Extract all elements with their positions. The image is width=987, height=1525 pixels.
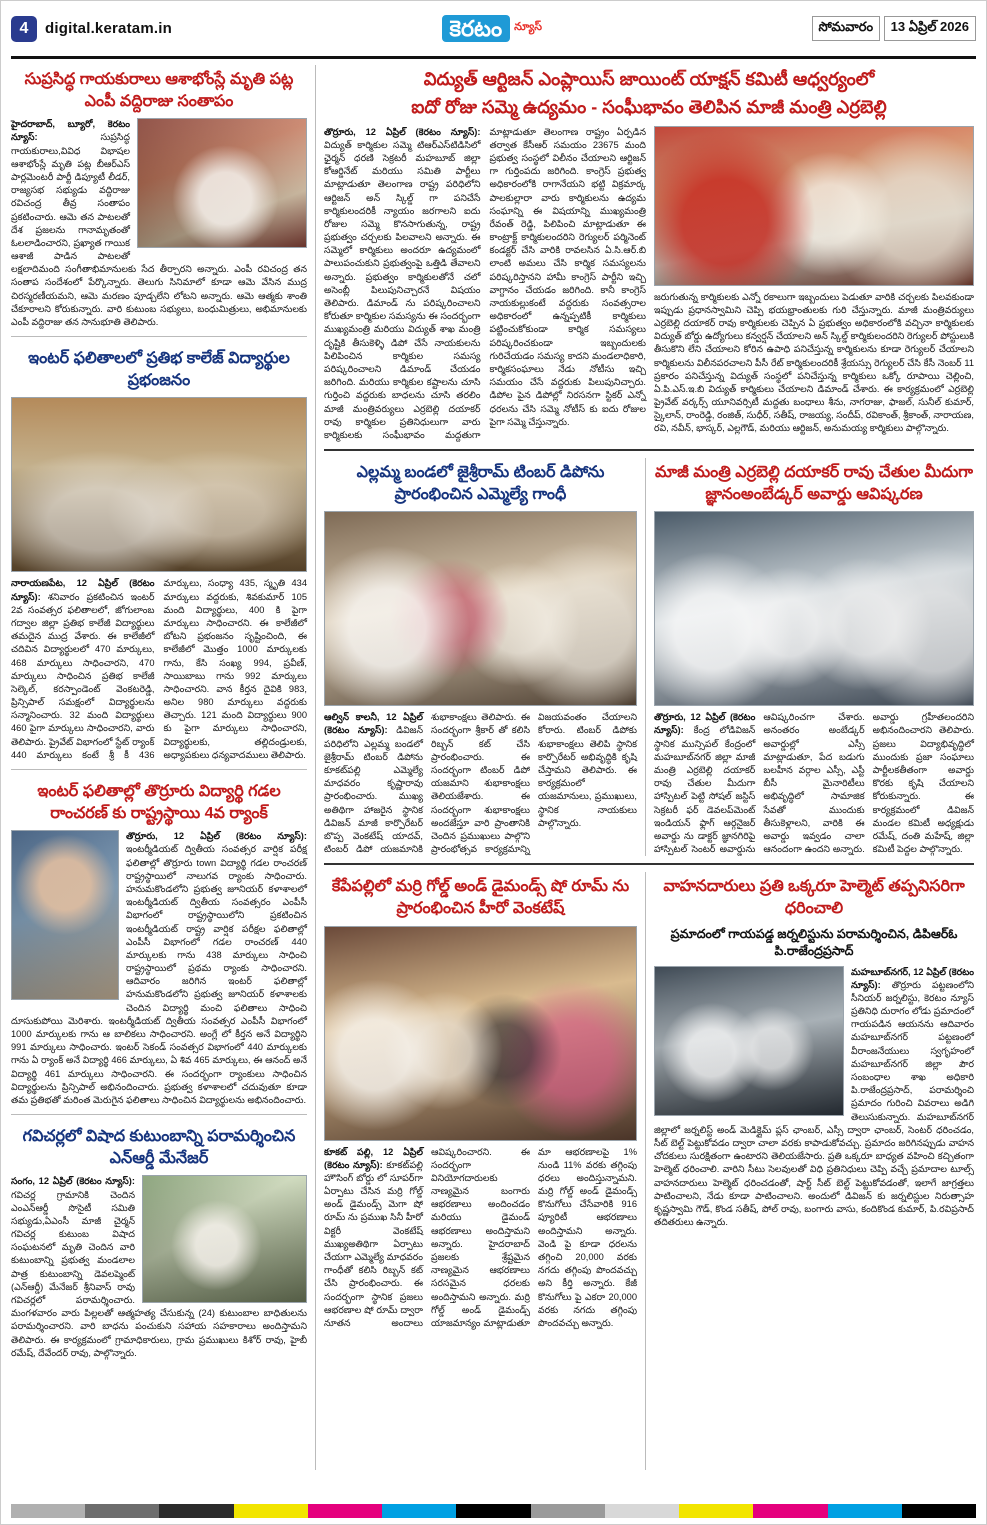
column-left bbox=[11, 65, 316, 1470]
lead-story bbox=[324, 65, 974, 442]
lead-headline-line1: విద్యుత్ ఆర్టిజన్ ఎంప్లాయిస్ జాయింట్ యాక్షన్ కమిటీ ఆధ్వర్యంలో bbox=[423, 69, 875, 89]
publication-day: సోమవారం bbox=[812, 16, 881, 41]
article-ambedkar-award bbox=[654, 458, 974, 856]
body-copy: ఇంటర్మీడియట్ ద్వితీయ సంవత్సర వార్షిక పరీక్ష ఫలితాల్లో తొర్రూరు town విద్యార్థి గడల రాంచరణ్ రాష్ట్రస్థాయిలో నాలుగవ ర్యాంకు సాధించారు. హనుమకొండలోని ప్రభుత్వ జూనియర్ కళాశాలలో ఇంటర్మీడియట్ ద్వితీయ సంవత్సరం ఎంపీసీ విభాగంలో రాష్ట్రస్థాయిలోని ప్రకటించిన ఇంటర్మీడియట్ రాష్ట్ర వార్షిక పరీక్షల ఫలితాల్లో ఎంపీసీ విభాగంలో గడల రాంచరణ్ 440 మార్కులకు గాను 438 మార్కులు సాధించి రాష్ట్రస్థాయిలో ప్రథమ ర్యాంకు సాధించారని. ఆదివారం జరిగిన ఇంటర్ ఫలితాల్లో హనుమకొండలోని ప్రభుత్వ జూనియర్ కళాశాలకు చెందిన విద్యార్థి మంచి ఫలితాలు సాధించి దూసుకుపోయి మెరిశారు. ఇంటర్మీడియట్ ద్వితీయ సంవత్సర ఎంపీసీ విభాగంలో 1000 మార్కులకు గాను ఆ బాలికలు సాధించారని. అంగ్లే లో కీర్తన అనే విద్యార్థిని 991 మార్కులు సాధించారు. ఇంటర్ సెకండ్ సంవత్సర విభాగంలో 440 మార్కులకు గాను ఏ ర్యాంక్ అనే విద్యార్థి 466 మార్కులు, ఏ శివ 465 మార్కులు, ఈ ఆనంద్ అనే విద్యార్థి 461 మార్కులు సాధించారని. ఈ సందర్భంగా ర్యాంకులు సాధించిన విద్యార్థులను ప్రిన్సిపాల్ అభినందించారు. ప్రభుత్వ కళాశాలలో చదువుతూ కూడా తమ ప్రతిభతో మరింత మెరుగైన ఫలితాలు సాధించిన విద్యార్థులను అభినందించారు. bbox=[11, 844, 307, 1105]
lead-photo bbox=[654, 126, 974, 286]
logo-subtitle: న్యూస్ bbox=[514, 21, 543, 33]
lead-headline-line2: ఐదో రోజు సమ్మె ఉద్యమం - సంఘీభావం తెలిపిన మాజీ మంత్రి ఎర్రబెల్లి bbox=[411, 97, 887, 118]
bottom-row bbox=[324, 872, 974, 1470]
article-photo bbox=[11, 830, 119, 1000]
publication-date: 13 ఏప్రిల్ 2026 bbox=[884, 16, 976, 41]
logo-title: కెరటం bbox=[442, 15, 511, 42]
article-body bbox=[654, 711, 974, 856]
article-headline: ఎల్లమ్మ బండలో జైశ్రీరామ్ టింబర్ డిపోను ప్రారంభించిన ఎమ్మెల్యే గాంధీ bbox=[356, 464, 605, 503]
dateline: కూకట్ పల్లి, 12 ఏప్రిల్ (కెరటం న్యూస్): bbox=[324, 1146, 423, 1170]
dateline: నారాయణపేట, 12 ఏప్రిల్ (కెరటం న్యూస్): bbox=[11, 578, 155, 602]
article-photo bbox=[324, 511, 637, 706]
article-photo bbox=[324, 926, 637, 1141]
masthead bbox=[11, 7, 976, 59]
article-photo bbox=[654, 511, 974, 706]
publication-logo bbox=[442, 15, 543, 42]
article-inter-results-college bbox=[11, 344, 307, 762]
dateline: తొర్రూరు, 12 ఏప్రిల్ (కెరటం న్యూస్): bbox=[126, 831, 307, 842]
masthead-left bbox=[11, 16, 172, 42]
article-gold-showroom bbox=[324, 872, 646, 1470]
masthead-date bbox=[812, 16, 976, 41]
column-right-wrapper bbox=[324, 65, 974, 1470]
article-photo bbox=[11, 397, 307, 572]
site-url[interactable]: digital.keratam.in bbox=[45, 20, 172, 37]
article-headline: కేపేపల్లిలో మర్రి గోల్డ్ అండ్ డైమండ్స్ షో రూమ్ ను ప్రారంభించిన హీరో వెంకటేష్ bbox=[331, 878, 630, 917]
article-body bbox=[324, 1146, 637, 1331]
lead-continuation: జరుగుతున్న కార్మికులకు ఎన్నో రకాలుగా ఇబ్బందులు పెడుతూ వారికి చర్చలకు పిలవకుండా ఇప్పుడు ప్రధానస్వామిని చెప్పి భయభ్రాంతులకు గురి చేస్తున్నారు. మాజీ మంత్రివర్యులు ఎర్రబెల్లి దయాకర్ రావు కార్మికులకు చెప్పిన ఏ ప్రభుత్వం అధికారంలోకి వచ్చినా కార్మికులకు విద్యుత్ బోర్డు ఉద్యోగులు కన్వర్షన్ చేయాలని అన్ స్కిల్డ్ కార్మికులందరిని రెగ్యులర్ పోస్టులుకి తీసుకొని లేని చేయాలని కోరిన ఉపాధి పనిచేస్తున్న కార్మికులను కూడా రెగ్యులర్ చేయాలని కార్మికులను విలీనపరచాలని పీసీ రేట్ కార్మికులందరికీ శ్రేయస్సు రెగ్యులర్ చేసి కేసీ నెంబర్ 11 ప్రకారం పనిచేస్తున్న విద్యుత్ సంస్థలో పనిచేస్తున్న కార్మికులు ఒక్కో రూపాయి చెల్లించి, ఏ.పి.ఎస్.ఇ.బి విద్యుత్ కార్మికులు చేయాలని డిమాండ్ చేశారు. ఈ కార్యక్రమంలో ఎర్రబెల్లి ప్రైవేట్ వర్కర్స్ యూనివర్సిటీ మద్దతు బంధాలు శీను, నాగరాజు, ఫాజల్, సునీల్ కుమార్, స్కైలాన్, రాంరెడ్డి, రంజిత్, సుధీర్, సతీష్, రాజయ్య, సందీప్, రవికాంత్, శ్రీకాంత్, నారాయణ, రవి, నవీన్, భాస్కర్, ఎల్లగౌడ్, మరియు ఆర్టిజన్, అనుమయ్య కార్మికులు పాల్గొన్నారు. bbox=[654, 291, 974, 434]
article-headline: గవిచర్లలో విషాద కుటుంబాన్ని పరామర్శించిన ఎన్ఆర్డీ మేనేజర్ bbox=[22, 1128, 296, 1167]
article-timber-depot bbox=[324, 458, 646, 856]
article-subheadline: ప్రమాదంలో గాయపడ్డ జర్నలిస్టును పరామర్శించిన, డిపిఆర్ఓ పి.రాజేంద్రప్రసాద్ bbox=[670, 926, 958, 959]
article-headline: ఇంటర్ ఫలితాలలో ప్రతిభ కాలేజ్ విద్యార్థుల ప్రభంజనం bbox=[28, 350, 290, 389]
article-torrur-student-rank bbox=[11, 777, 307, 1107]
content-grid bbox=[11, 65, 976, 1470]
article-gavicharla-family bbox=[11, 1122, 307, 1360]
article-headline: సుప్రసిద్ధ గాయకురాలు ఆశాభోంస్లే మృతి పట్ల ఎంపీ వద్దిరాజు సంతాపం bbox=[24, 71, 294, 110]
body-copy: కూకట్‌పల్లి హౌసింగ్ బోర్డు లో సూపర్‌గా ఏర్పాటు చేసిన మర్రి గోల్డ్ అండ్ డైమండ్స్ మెగా షో రూమ్ ను ప్రముఖ సినీ హీరో విక్టరీ వెంకటేష్ ముఖ్యఅతిథిగా ఏర్పాటు చేయగా ఎమ్మెల్యే మాధవరం గాంధీతో కలిసి రిబ్బన్ కట్ చేసి ప్రారంభించారు. ఈ సందర్భంగా స్థానిక ప్రజలు ఆభరణాల షో రూమ్ ద్వారా నూతన అందాలు ఆవిష్కరించారని. ఈ సందర్భంగా వినియోగదారులకు నాణ్యమైన బంగారు ఆభరణాలు అందించడం మరియు డైమండ్ ఆభరణాలు అందిస్తామని అన్నారు. హైదరాబాద్ ప్రజలకు శ్రేష్టమైన నాణ్యమైన ఆభరణాలు సరసమైన ధరలకు అందిస్తామని అన్నారు. మర్రి గోల్డ్ అండ్ డైమండ్స్ యాజమాన్యం మాట్లాడుతూ మా ఆభరణాలపై 1% నుండి 11% వరకు తగ్గింపు ధరలు అందిస్తున్నామని. మర్రి గోల్డ్ అండ్ డైమండ్స్ కొనుగోలు చేసేవారికి 916 ప్యూరిటీ ఆభరణాలు అందిస్తామని అన్నారు. వెండి పై కూడా ధరలను తగ్గించి 20,000 వరకు నగదు తగ్గింపు పొందవచ్చు అని కీర్తి అన్నారు. కేజీ కొనుగోలు పై ఎకరా 20,000 వరకు నగదు తగ్గింపు పొందవచ్చు అన్నారు. bbox=[324, 1146, 637, 1328]
middle-row bbox=[324, 458, 974, 856]
body-copy: శనివారం ప్రకటించిన ఇంటర్ 2వ సంవత్సర ఫలితాలలో, జోగులాంబ గద్వాల జిల్లా ప్రతిభ కాలేజీ విద్యార్థులు తమదైన ముద్ర వేశారు. ఈ కాలేజీలో చదివిన విద్యార్థులలో 470 మార్కులు, 468 మార్కులు సాధించారని, 470 మార్కులు సాధించిన ప్రతిభ కాలేజీ సెల్కెల్, కరస్పాండెంట్ వెంకటరెడ్డి, ప్రిన్సిపాల్ సమక్షంలో విద్యార్థులను సన్మానించారు. 32 మంది విద్యార్థులు 460 పైగా మార్కులు సాధించారని, వారు తెలిపారు. ప్రైవేట్ విభాగంలో స్టేట్ ర్యాంక్ 440 మార్కులు కంటే శ్రీ కీ 436 మార్కులు, సంధ్యా 435, స్మృతి 434 మార్కులు వద్దరుకు, శివకుమార్ 105 మంది విద్యార్థులు, 400 కి పైగా మార్కులు సాధించారని. ఈ కాలేజీలో బోటని ప్రభంజనం సృష్టించింది, ఈ కాలేజీలో మొత్తం 1000 మార్కులకు గాను, కేసి సంఖ్య 994, ప్రవీణ్, సాయిబాబు గాను 992 మార్కులు సాధించారని. వాన కీర్తన దైవికి 983, అనిల 980 మార్కులు వద్దరుకు తెచ్చారు. 121 మంది విద్యార్థులు 900 కు పైగా మార్కులు సాధించారని, విద్యార్థులకు, తల్లిదండ్రులకు, అధ్యాపకులు ధన్యవాదములు తెలిపారు. bbox=[11, 578, 307, 760]
dateline: తొర్రూరు, 12 ఏప్రిల్ (కెరటం న్యూస్): bbox=[654, 712, 756, 736]
body-copy: తొర్రూరు పట్టణంలోని సీనియర్ జర్నలిస్టు, కెరటం న్యూస్ ప్రతినిధి దురాగం లోడు ప్రమాదంలో గాయపడిన ఆయనను ఆదివారం మహబూబ్‌నగర్ పట్టణంలో వీరాంజనేయులు స్వగృహంలో మహబూబ్‌నగర్ జిల్లా పౌర సంబంధాల శాఖ అధికారి పి.రాజేంద్రప్రసాద్, పరామర్శించి ప్రమాదం గురించి వివరాలు అడిగి తెలుసుకున్నారు. మహబూబ్‌నగర్ జిల్లాలో జర్నలిస్ట్ అండ్ మెడిక్లైమ్ ప్లస్ ఛాంబర్, ఎస్సీ ద్వారా ఛాంబర్, సెంటర్ ధరించడం, సీట్ బెల్ట్ పెట్టుకోవడం ద్వారా చాలా వరకు కాపాడుకోవచ్చు. ప్రమాదం జరిగినప్పుడు వాహన చోదకులు సురక్షితంగా ఉంటారని తెలియజేసారు. ప్రతి ఒక్కరూ బాధ్యత వహించి కచ్చితంగా హెల్మెట్ ధరించాలి. వారిని సీటు సెలవులతో విధి ప్రతినిధులు చెప్పి వచ్చే ప్రమాదాల టూల్స్ వాహనదారులు హెల్మెట్ ధరించడంతో, షార్ట్ సీట్ బెల్ట్ పెట్టుకోవడంతో, ఇలాగే జాగ్రత్తలు పాటించాలని, నేడు కూడా పాటించాలని. అందులో డివిజన్ కు జర్నలిస్టుల నిరుత్సాహ కృష్ణస్వామి గౌడ్, కొండ సతీష్, పోల్ రావు, బంగారు వాసు, కందికొండ కుమార్, పి.రవిప్రసాద్ తదితరులు ఉన్నారు. bbox=[654, 979, 974, 1228]
dateline: ఆల్విన్ కాలనీ, 12 ఏప్రిల్ (కెరటం న్యూస్): bbox=[324, 712, 423, 736]
dateline: సంగం, 12 ఏప్రిల్ (కెరటం న్యూస్): bbox=[11, 1176, 135, 1187]
dateline: మహబూబ్‌నగర్, 12 ఏప్రిల్ (కెరటం న్యూస్): bbox=[851, 966, 974, 990]
article-photo bbox=[137, 118, 307, 248]
article-headline: మాజీ మంత్రి ఎర్రబెల్లి దయాకర్ రావు చేతుల మీదుగా జ్ఞానంఅంబేడ్కర్ అవార్డు ఆవిష్కరణ bbox=[655, 464, 973, 503]
article-photo bbox=[654, 966, 844, 1116]
article-headline: వాహనదారులు ప్రతి ఒక్కరూ హెల్మెట్ తప్పనిసరిగా ధరించాలి bbox=[663, 878, 965, 917]
print-color-bar bbox=[11, 1504, 976, 1518]
article-asha-bhosle bbox=[11, 65, 307, 329]
body-copy: కేంద్ర లోడివిజన్ స్థానిక మున్సిపల్ కేంద్రంలో మహబూబ్‌నగర్ జిల్లా మాజీ మంత్రి ఎర్రబెల్లి దయాకర్ రావు చేతుల మీదుగా హాస్పిటల్ పెట్టి సోషల్ జస్టిస్ సెక్రటరీ ఫర్ డెవలప్‌మెంట్ ఇండియన్ ఫ్లాగ్ ఆర్గనైజర్ అవార్డు ను డాక్టర్ జ్ఞానగిరిపై హాస్పిటల్ సెంటర్ అవార్డును ఆవిష్కరించగా చేశారు. అనంతరం అంబేడ్కర్ అవార్డుల్లో ఎస్సీ మాట్లాడుతూ, పేద బడుగు బలహీన వర్గాల ఎస్సీ, ఎస్టీ బీసీ మైనారిటీలు అభివృద్ధిలో సామాజిక సేవతో ముందుకు తీసుకెళ్లాలని, వారికి ఈ అవార్డు ఇవ్వడం చాలా ఆనందంగా ఉందని అన్నారు. అవార్డు గ్రహీతలందరిని అభినందించారని తెలిపారు. ప్రజలు విద్యాభివృద్ధిలో ముందుకు ప్రజా సంఘాలు పార్టీలకతీతంగా అవార్డు కొరకు కృషి చేయాలని కోరుకున్నారు. ఈ కార్యక్రమంలో డివిజన్ మండల కమిటీ అధ్యక్షుడు రమేష్, దంతి మహేష్, జిల్లా కమిటీ పెద్దల పాల్గొన్నారు. bbox=[654, 712, 974, 855]
article-helmet-awareness bbox=[654, 872, 974, 1470]
article-photo bbox=[142, 1175, 307, 1303]
page-number: 4 bbox=[11, 16, 37, 42]
body-copy: గవిచర్ల గ్రామానికి చెందిన ఎంఎన్ఆర్డీ సొసైటీ సమితి సభ్యుడు,ఏఎంసీ మాజీ చైర్మన్ గవిచర్ల కుటుంబ విషాద సంఘటనలో మృతి చెందిన వారి కుటుంబాన్ని ప్రభుత్వ మండలాల పాత్ర కుటుంబాన్ని డెవలప్మెంట్ (ఎన్ఆర్డీ) మేనేజర్ శ్రీనివాస్ రావు గవిచర్లలో పరామర్శించారు. మంగళవారం వారు పిల్లలతో ఆత్మహత్య చేసుకున్న (24) కుటుంబాల బాధితులను పరామర్శించారని. వారి బాధను పంచుకుని సహాయ సహకారాలు అందిస్తామని తెలిపారు. ఈ కార్యక్రమంలో గ్రామాధికారులు, గ్రామ ప్రముఖులు కిశోర్ రావు, హైబీ రమేష్, దేవేందర్ రావు, పాల్గొన్నారు. bbox=[11, 1189, 307, 1358]
body-copy: విద్యుత్ కార్మికుల సమ్మె టిఆర్ఎస్‌టిడిసిలో ఛైర్మన్ ధరణి సెక్రటరీ మహబూబ్ జిల్లా కోఆర్డినేట్ మరియు సమితి పార్టీలు మాట్లాడుతూ తెలంగాణ రాష్ట్ర పరిధిలోని ఆర్టిజన్ అన్ స్కిల్డ్ గా పనిచేసే కార్మికులందరికీ న్యాయం జరగాలని ఐదు రోజుల సమ్మె కొనసాగుతున్న, రాష్ట్ర ప్రభుత్వం చర్చలకు పిలవాలని అన్నారు. ఈ సమ్మెలో కార్మికులు అందరూ ఉద్యమంలో పాలుపంచుకుని ప్రభుత్వంపై ఒత్తిడి తేవాలని అన్నారు. ప్రభుత్వం కార్మికులతోనే చలో అసెంబ్లీ పిలుపునిచ్చారనే విషయం తెలిపారు. డిమాండ్ ను పరిష్కరించాలని కోరుతూ కార్మికుల సమస్యను ఈ సందర్భంగా ముఖ్యమంత్రి మరియు విద్యుత్ శాఖ మంత్రి దృష్టికి తీసుకెళ్ళి డిపో చేసే నాయకులను పిలిపించిన కార్మికుల సమస్య పరిష్కరించాలని డిమాండ్ చేయడం జరిగింది. మరియు కార్మికుల కష్టాలను చూసి గుర్తించి వద్దరుకు బాధలను చూసి తరలిం మాజీ మంత్రివర్యులు ఎర్రబెల్లి దయాకర్ రావు కార్మికుల ప్రతినిధులుగా వారు కార్మికులకు సంఘీభావం మద్దతుగా మాట్లాడుతూ తెలంగాణ రాష్ట్రం ఏర్పడిన తర్వాత కేసీఆర్ సమయం 23675 మంది ప్రభుత్వ సంస్థలో విలీనం చేయాలని ఆర్టిజన్ గా గుర్తింపదు జరిగింది. కాంగ్రెస్ ప్రభుత్వ అధికారంలోకి రాగానేయని భట్టి విక్రమార్క పాలకుల్లారా వారు కార్మికులను ఉద్యమ సంఘాన్ని ఈ విషయాన్ని ముఖ్యమంత్రి రేవంత్ రెడ్డి, పిలిపించి మాట్లాడుతూ ఈ కాంట్రాక్ట్ కార్మికులందరిని రెగ్యులర్ పర్మినెంట్ కండక్టర్ చేసి వారికి రావలసిన ఏ.సి.ఆర్.బి లాంటి అమలు చేసి కార్మిక సమస్యలను పరిష్కరిస్తానని హామీ కాంగ్రెస్ పార్టీని ఇచ్చి వాగ్దానం చేయడం జరిగింది. కానీ కాంగ్రెస్ నాయకుల్లుకంటే వద్దరుకు సంవత్సరాల అధికారంలో ఉన్నప్పటికీ కార్మికులు పట్టించుకోకుండా కార్మిక సమస్యలు పరిష్కరించకుండా ఇబ్బందులకు గురిచేయడం సమస్య కాదని మండలాధికారి, కార్మికసంఘాలు నేడు నోటీసు ఇచ్చి సమయం చేసే వద్దరుకు పిలుపునిచ్చారు. డిపోల పైన డిపోల్లో నిరసనగా స్టికర్ ఎన్నో ధరలను చేసి సమ్మె నోటీస్ కు ఐదు రోజుల పైగా సమ్మె చేస్తున్నారు. bbox=[324, 126, 646, 440]
article-body bbox=[324, 711, 637, 856]
dateline: హైదరాబాద్, బ్యూరో, కెరటం న్యూస్: bbox=[11, 119, 130, 143]
dateline: తొర్రూరు, 12 ఏప్రిల్ (కెరటం న్యూస్): bbox=[324, 126, 481, 137]
body-copy: డివిజన్ పరిధిలోని ఎల్లమ్మ బండలో జైశ్రీరామ్ టింబర్ డిపోను కూకట్‌పల్లి ఎమ్మెల్యే మాధవరం కృష్ణారావు ప్రారంభించారు. ముఖ్య అతిథిగా హాజరైన స్థానిక డివిజన్ మాజీ కార్పొరేటర్ బొప్ప వెంకటేష్ యాదవ్, టింబర్ డిపో యజమానికి శుభాకాంక్షలు తెలిపారు. ఈ సందర్భంగా శ్రీకార్ తో కలిసి రిబ్బన్ కట్ చేసి ప్రారంభించారు. ఈ సందర్భంగా టింబర్ డిపో యజమాని శుభాకాంక్షలు తెలియజేశారు. ఈ సందర్భంగా శుభాకాంక్షలు అందజేస్తూ వారి ప్రాంతానికి చెందిన ప్రముఖులు పాల్గొని ప్రారంభోత్సవ కార్యక్రమాన్ని విజయవంతం చేయాలని కోరారు. టింబర్ డిపోకు శుభాకాంక్షలు తెలిపి స్థానిక కార్పొరేటర్ అభివృద్ధికి కృషి చేస్తామని తెలిపారు. ఈ కార్యక్రమంలో యజమానులు, ప్రముఖులు, స్థానిక నాయకులు పాల్గొన్నారు. bbox=[324, 712, 637, 855]
article-headline: ఇంటర్ ఫలితాల్లో తొర్రూరు విద్యార్థి గడల రాంచరణ్ కు రాష్ట్రస్థాయి 4వ ర్యాంక్ bbox=[37, 783, 281, 822]
body-copy: సుప్రసిద్ధ గాయకురాలు,వివిధ విభాషల ఆశాభోంస్లే మృతి పట్ల బీఆర్ఎస్ పార్లమెంటరీ పార్టీ డిప్యూటీ లీడర్, రాజ్యసభ సభ్యుడు వద్దిరాజు రవిచంద్ర తీవ్ర సంతాపం ప్రకటించారు. ఆమె తన పాటలతో దేశ ప్రజలను గానామృతంతో ఓలలాడించారని, ప్రఖ్యాత గాయిక ఆశాజీ పాడిన పాటలతో లక్షలాదిమంది సంగీతాభిమానులకు సేద తీర్చారని అన్నారు. ఎంపీ రవిచంద్ర తన సంతాప సందేశంలో పేర్కొన్నారు. తెలుగు సినిమాలో కూడా ఆమె వేసిన ముద్ర చిరస్మరణీయమని, ఆమె మరణం పూడ్చలేని లోటని అన్నారు. ఆమె ఆత్మకు శాంతి చేకూరాలని కోరుకున్నారు. వారి కుటుంబ సభ్యులు, బంధుమిత్రులు, అభిమానులకు ఎంపీ వద్దిరాజు తన సానుభూతి తెలిపారు. bbox=[11, 132, 307, 327]
lead-body bbox=[324, 126, 646, 443]
article-body bbox=[11, 577, 307, 762]
